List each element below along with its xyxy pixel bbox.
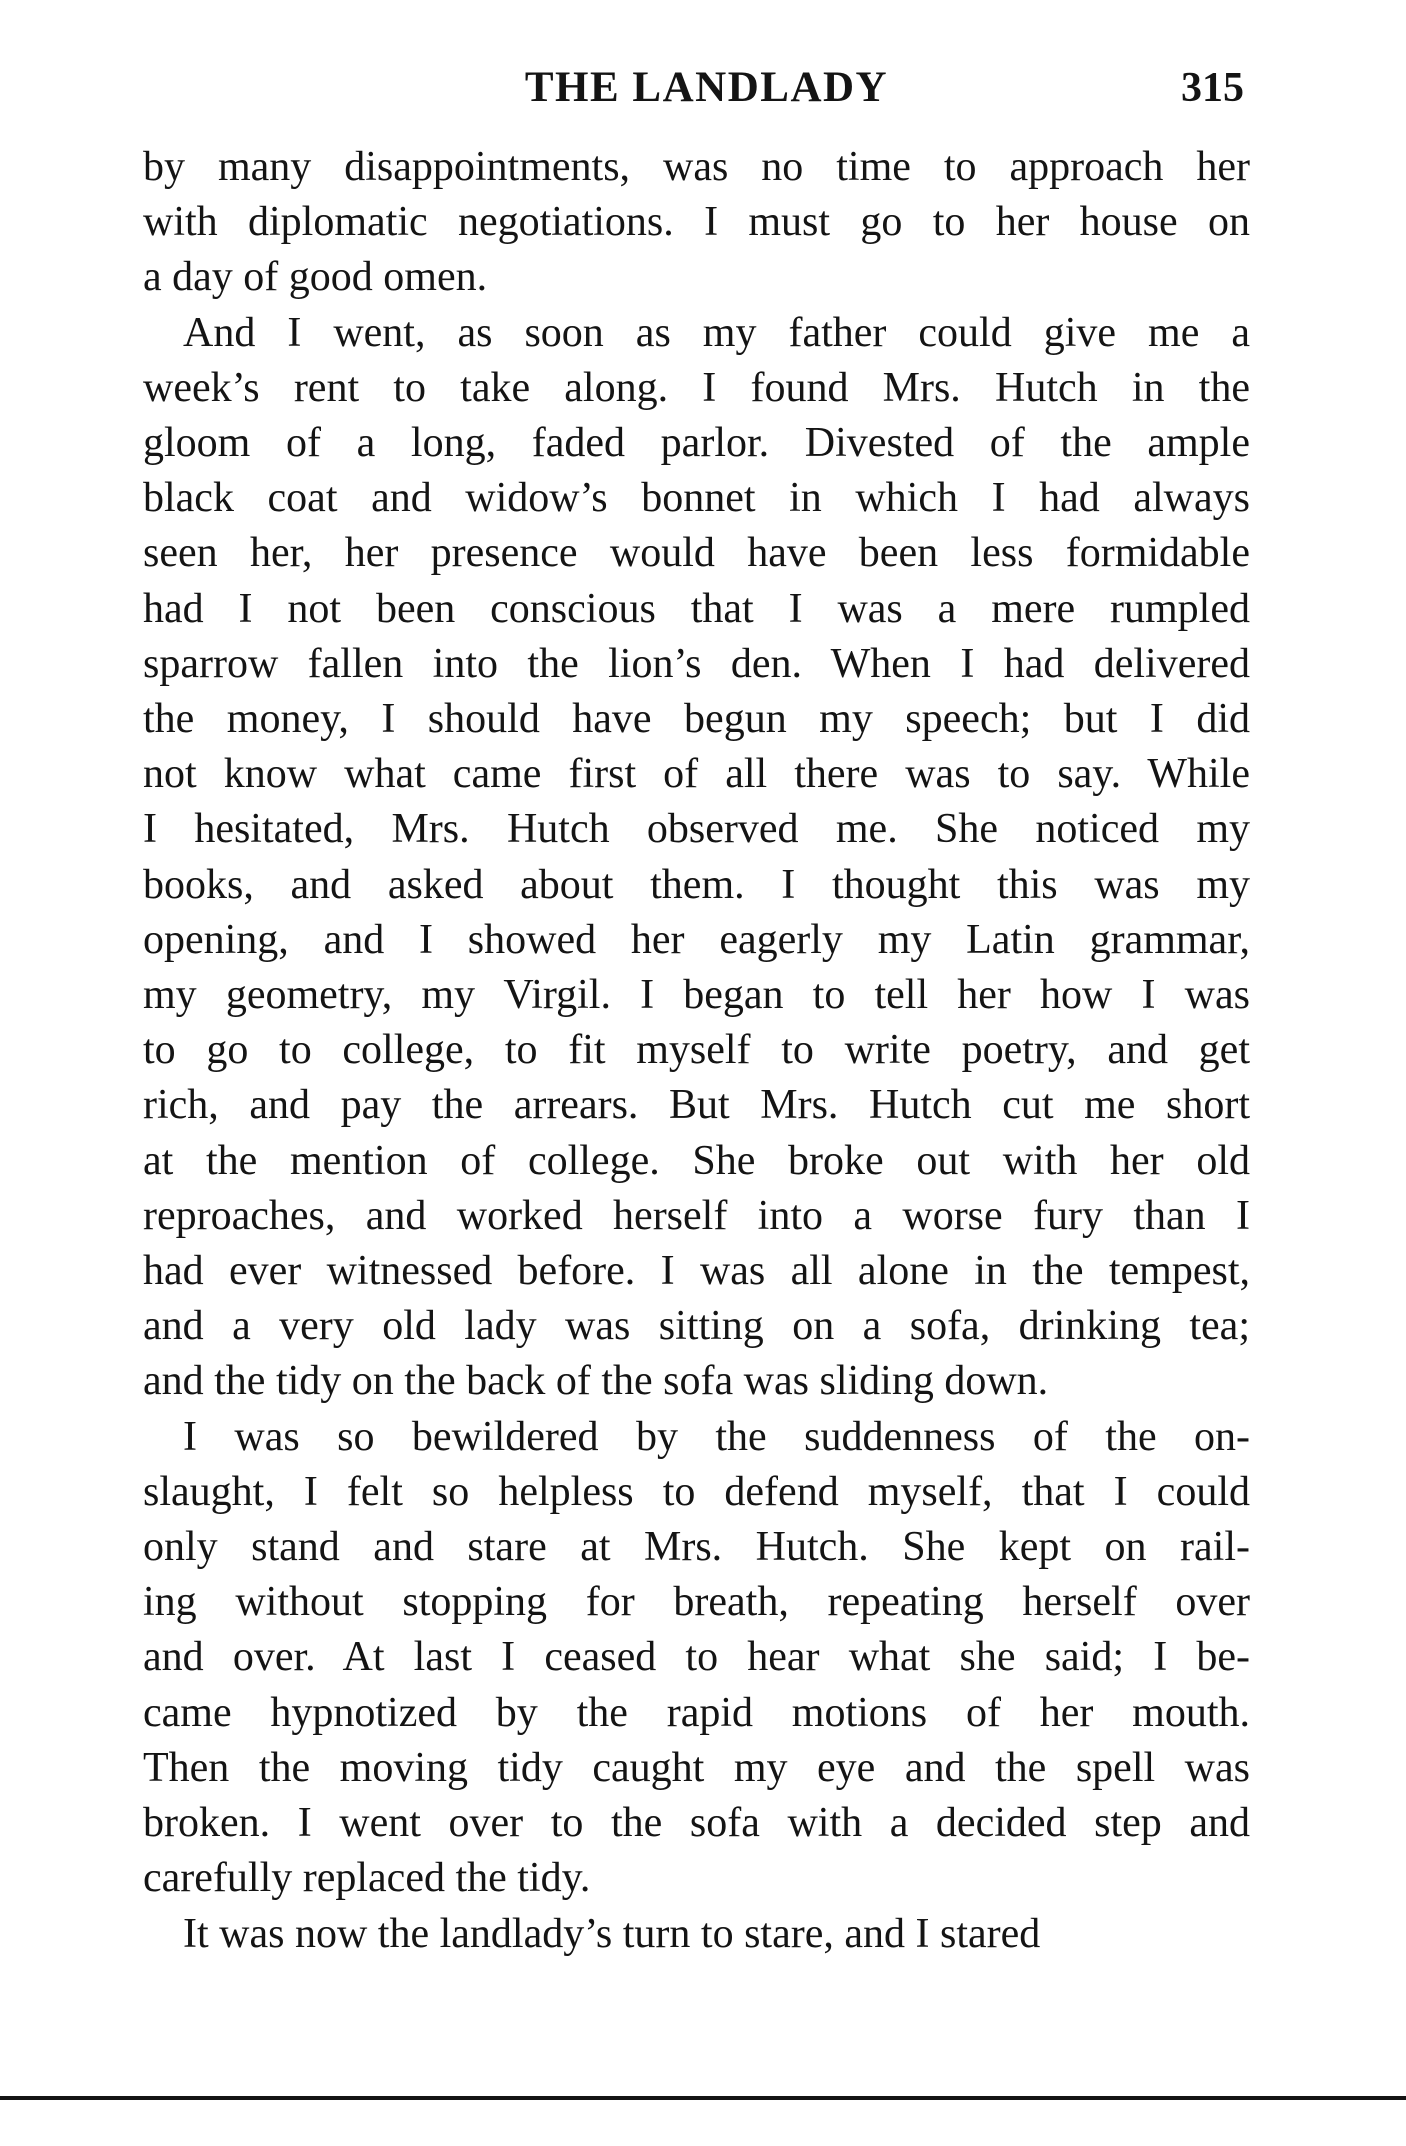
paragraph: [143, 306, 1250, 1410]
text-line: slaught, I felt so helpless to defend myself, that I could: [143, 1468, 1250, 1515]
text-line: only stand and stare at Mrs. Hutch. She kept on rail-: [143, 1524, 1250, 1571]
text-line: came hypnotized by the rapid motions of her mouth.: [143, 1689, 1250, 1736]
text-line: my geometry, my Virgil. I began to tell her how I was: [143, 972, 1250, 1019]
text-line: gloom of a long, faded parlor. Divested of the ample: [143, 420, 1250, 467]
text-line: at the mention of college. She broke out with her old: [143, 1137, 1250, 1184]
text-line: opening, and I showed her eagerly my Latin grammar,: [143, 916, 1250, 963]
text-line: sparrow fallen into the lion’s den. When I had delivered: [143, 640, 1250, 687]
text-line: and the tidy on the back of the sofa was sliding down.: [143, 1358, 1049, 1405]
text-line: black coat and widow’s bonnet in which I had always: [143, 475, 1250, 522]
text-line: to go to college, to fit myself to write poetry, and get: [143, 1027, 1250, 1074]
paragraph: [143, 1907, 1250, 1962]
bottom-rule: [0, 2096, 1406, 2100]
text-line: carefully replaced the tidy.: [143, 1855, 591, 1902]
text-line: had I not been conscious that I was a mere rumpled: [143, 585, 1250, 632]
text-line: And I went, as soon as my father could give me a: [183, 309, 1250, 356]
text-line: books, and asked about them. I thought this was my: [143, 861, 1250, 908]
text-line: a day of good omen.: [143, 254, 488, 301]
running-head: [143, 58, 1250, 118]
text-line: seen her, her presence would have been less formidable: [143, 530, 1250, 577]
text-line: Then the moving tidy caught my eye and the spell was: [143, 1744, 1250, 1791]
text-line: and a very old lady was sitting on a sofa, drinking tea;: [143, 1303, 1250, 1350]
body-text: [143, 140, 1250, 1962]
text-line: I was so bewildered by the suddenness of the on-: [183, 1413, 1250, 1460]
text-line: I hesitated, Mrs. Hutch observed me. She noticed my: [143, 806, 1250, 853]
text-line: the money, I should have begun my speech; but I did: [143, 696, 1250, 743]
running-title: THE LANDLADY: [524, 64, 889, 111]
page-number: 315: [1181, 65, 1244, 111]
text-line: not know what came first of all there was to say. While: [143, 751, 1250, 798]
text-line: rich, and pay the arrears. But Mrs. Hutch cut me short: [143, 1082, 1250, 1129]
text-line: had ever witnessed before. I was all alone in the tempest,: [143, 1248, 1250, 1295]
text-line: with diplomatic negotiations. I must go to her house on: [143, 199, 1250, 246]
text-line: and over. At last I ceased to hear what she said; I be-: [143, 1634, 1250, 1681]
text-line: broken. I went over to the sofa with a decided step and: [143, 1800, 1250, 1847]
text-line: week’s rent to take along. I found Mrs. Hutch in the: [143, 364, 1250, 411]
paragraph: [143, 140, 1250, 306]
text-line: by many disappointments, was no time to approach her: [143, 144, 1250, 190]
text-line: reproaches, and worked herself into a worse fury than I: [143, 1192, 1250, 1239]
text-line: It was now the landlady’s turn to stare, and I stared: [183, 1910, 1041, 1957]
paragraph: [143, 1410, 1250, 1907]
text-line: ing without stopping for breath, repeating herself over: [143, 1579, 1250, 1626]
